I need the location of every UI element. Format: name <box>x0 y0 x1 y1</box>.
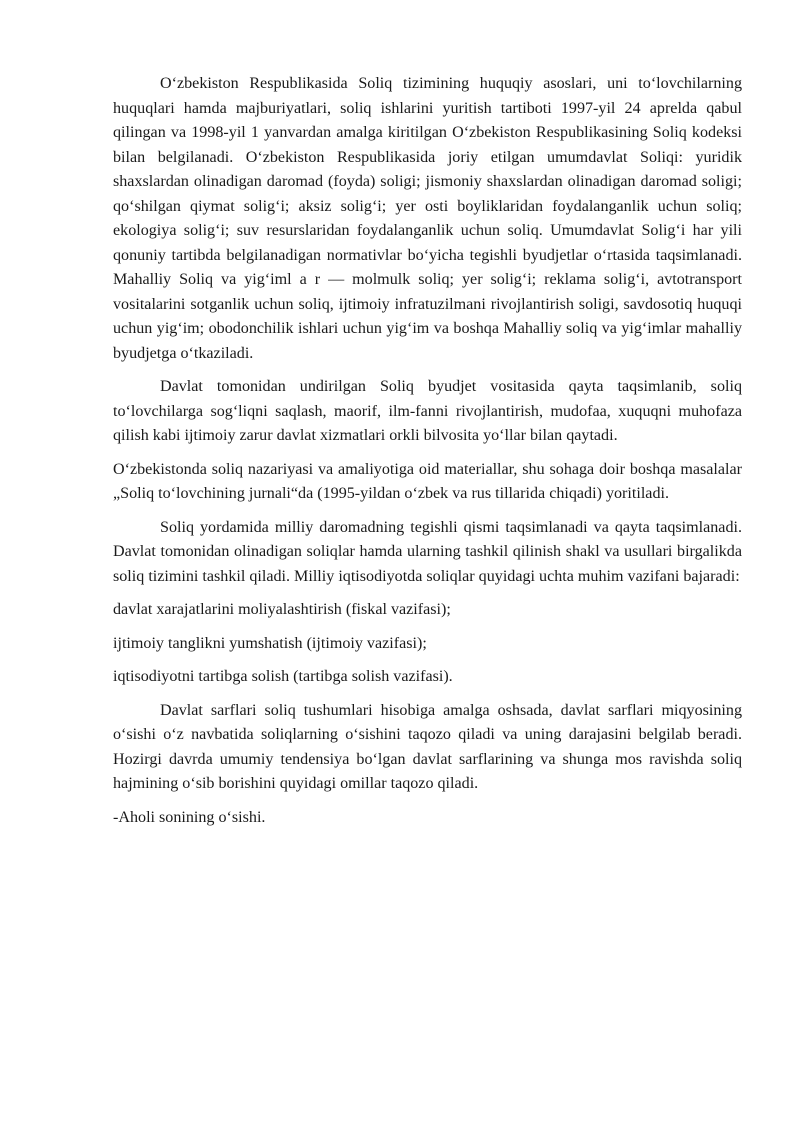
list-item-regulatory-function: iqtisodiyotni tartibga solish (tartibga solish vazifasi). <box>113 668 453 685</box>
paragraph-tax-redistribution: Davlat tomonidan undirilgan Soliq byudjet vositasida qayta taqsimlanib, soliq to‘lovchilarga sog‘liqni saqlash, maorif, ilm-fanni rivojlantirish, mudofaa, xuquqni muhofaza qilish kabi ijtimoiy zarur davlat xizmatlari orkli bilvosita yo‘llar bilan qaytadi. <box>113 378 742 444</box>
list-item-fiscal-function: davlat xarajatlarini moliyalashtirish (fiskal vazifasi); <box>113 601 451 618</box>
list-item-population-growth: -Aholi sonining o‘sishi. <box>113 808 266 826</box>
list-item-social-function: ijtimoiy tanglikni yumshatish (ijtimoiy vazifasi); <box>113 634 427 652</box>
document-page <box>113 72 742 839</box>
paragraph-state-expenditure: Davlat sarflari soliq tushumlari hisobiga amalga oshsada, davlat sarflari miqyosining o‘sishi o‘z navbatida soliqlarning o‘sishini taqozo qiladi va uning darajasini belgilab beradi. Hozirgi davrda umumiy tendensiya bo‘lgan davlat sarflarining va shunga mos ravishda soliq hajmining o‘sib borishini quyidagi omillar taqozo qiladi. <box>113 701 742 792</box>
paragraph-tax-system-legal-basis: O‘zbekiston Respublikasida Soliq tizimining huquqiy asoslari, uni to‘lovchilarning huquqlari hamda majburiyatlari, soliq ishlarini yuritish tartiboti 1997-yil 24 aprelda qabul qilingan va 1998-yil 1 yanvardan amalga kiritilgan O‘zbekiston Respublikasining Soliq kodeksi bilan belgilanadi. O‘zbekiston Respublikasida joriy etilgan umumdavlat Soliqi: yuridik shaxslardan olinadigan daromad (foyda) soligi; jismoniy shaxslardan olinadigan daromad soligi; qo‘shilgan qiymat solig‘i; aksiz solig‘i; yer osti boyliklaridan foydalanganlik uchun soliq; ekologiya solig‘i; suv resurslaridan foydalanganlik uchun soliq. Umumdavlat Solig‘i har yili qonuniy tartibda belgilanadigan normativlar bo‘yicha tegishli byudjetlar o‘rtasida taqsimlanadi. Mahalliy Soliq va yig‘iml a r — molmulk soliq; yer solig‘i; reklama solig‘i, avtotransport vositalarini sotganlik uchun soliq, ijtimoiy infratuzilmani rivojlantirish soligi, savdosotiq huquqi uchun yig‘im; obodonchilik ishlari uchun yig‘im va boshqa Mahalliy soliq va yig‘imlar mahalliy byudjetga o‘tkaziladi. <box>113 75 742 362</box>
paragraph-tax-functions-intro: Soliq yordamida milliy daromadning tegishli qismi taqsimlanadi va qayta taqsimlanadi. Davlat tomonidan olinadigan soliqlar hamda ularning tashkil qilinish shakl va usullari birgalikda soliq tizimini tashkil qiladi. Milliy iqtisodiyotda soliqlar quyidagi uchta muhim vazifani bajaradi: <box>113 518 742 585</box>
paragraph-tax-journal: O‘zbekistonda soliq nazariyasi va amaliyotiga oid materiallar, shu sohaga doir boshqa masalalar „Soliq to‘lovchining jurnali“da (1995-yildan o‘zbek va rus tillarida chiqadi) yoritiladi. <box>113 460 742 502</box>
